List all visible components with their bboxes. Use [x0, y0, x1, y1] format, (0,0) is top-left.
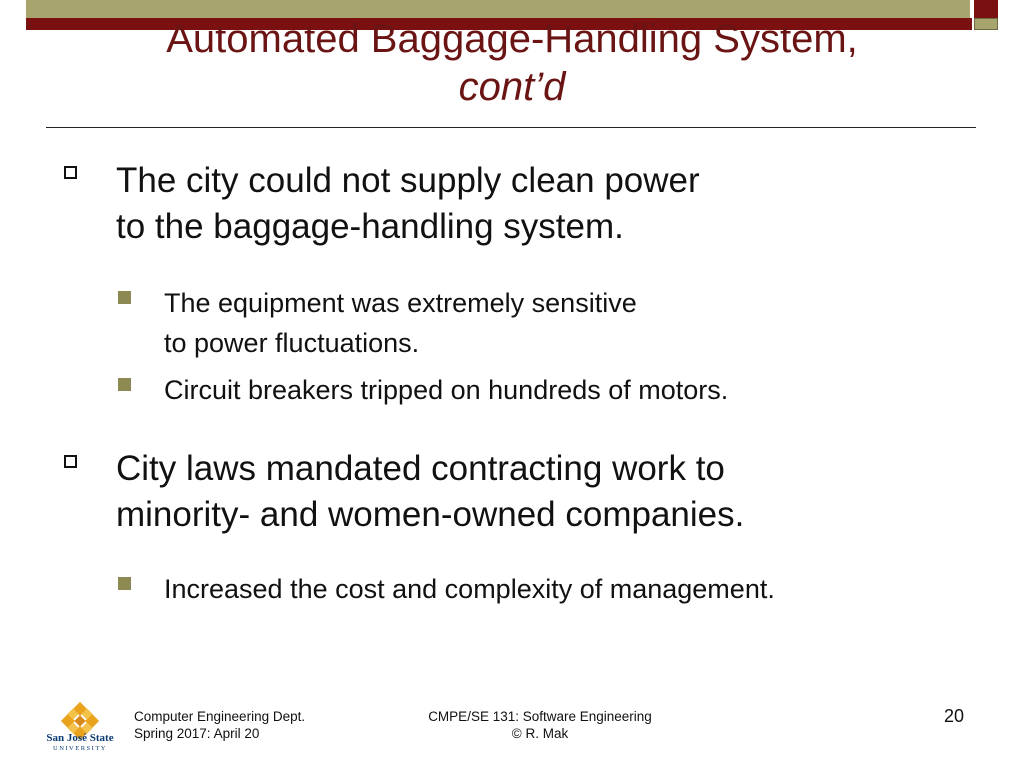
logo-text-university: UNIVERSITY [53, 745, 107, 752]
footer-term: Spring 2017: April 20 [134, 726, 260, 741]
sub-bullet-marker [118, 291, 131, 304]
sub-bullet-1-1-line1: The equipment was extremely sensitive [164, 288, 637, 318]
corner-block-dark [974, 0, 998, 18]
sub-bullet-marker [118, 378, 131, 391]
footer-author: © R. Mak [511, 726, 569, 741]
bullet-2-line1: City laws mandated contracting work to [116, 449, 725, 488]
footer-dept: Computer Engineering Dept. [134, 709, 306, 724]
bullet-1-line2: to the baggage-handling system. [116, 207, 624, 246]
footer-left [134, 708, 305, 742]
bullet-marker [64, 166, 77, 179]
sub-bullet-1-1-line2: to power fluctuations. [164, 328, 420, 358]
corner-block-olive [974, 18, 998, 30]
footer-course: CMPE/SE 131: Software Engineering [428, 709, 652, 724]
bullet-marker [64, 455, 77, 468]
bullet-1 [116, 158, 876, 250]
slide-title-line1: Automated Baggage-Handling System, [166, 17, 858, 61]
sub-bullet-marker [118, 577, 131, 590]
sub-bullet-1-1 [164, 283, 984, 363]
sub-bullet-1-2-line1: Circuit breakers tripped on hundreds of motors. [164, 375, 729, 405]
slide-title [60, 14, 964, 112]
logo-text-name: San José State [46, 732, 114, 744]
sub-bullet-1-2 [164, 370, 984, 410]
title-divider [46, 127, 976, 128]
slide-title-line2: cont’d [458, 65, 566, 109]
sub-bullet-2-1-line1: Increased the cost and complexity of management. [164, 574, 775, 604]
bullet-2-line2: minority- and women-owned companies. [116, 495, 745, 534]
footer-center [400, 708, 680, 742]
bullet-2 [116, 446, 876, 538]
sub-bullet-2-1 [164, 569, 984, 609]
page-number: 20 [943, 706, 964, 726]
bullet-1-line1: The city could not supply clean power [116, 161, 700, 200]
